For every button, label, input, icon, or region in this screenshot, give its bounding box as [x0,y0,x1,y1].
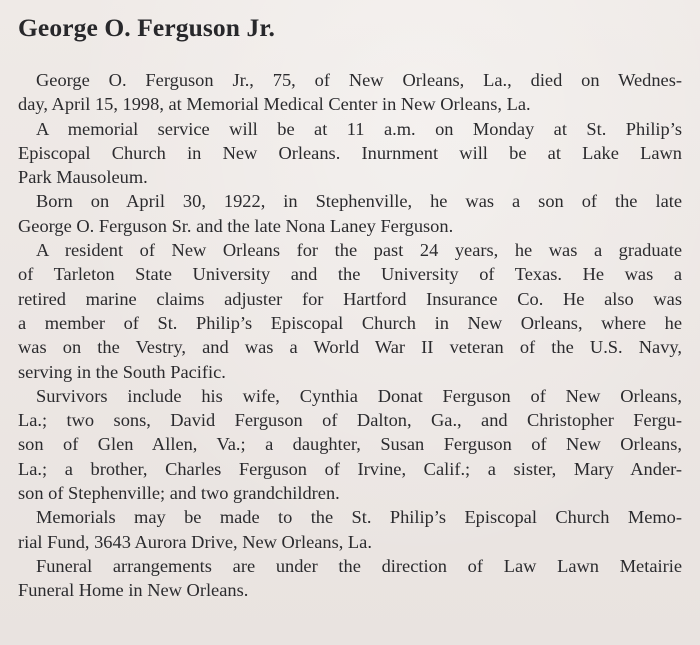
paragraph-line: A memorial service will be at 11 a.m. on Monday at St. Philip’s [36,118,682,139]
paragraph-line: serving in the South Pacific. [18,361,226,382]
paragraph-line: Funeral arrangements are under the direction of Law Lawn Metairie [36,555,682,576]
paragraph-line: a member of St. Philip’s Episcopal Church in New Orleans, where he [18,312,682,333]
obituary-paragraph [18,554,682,603]
obituary-paragraph [18,238,682,384]
paragraph-line: of Tarleton State University and the University of Texas. He was a [18,264,682,285]
paragraph-line: rial Fund, 3643 Aurora Drive, New Orleans, La. [18,531,372,552]
paragraph-line: George O. Ferguson Sr. and the late Nona Laney Ferguson. [18,215,454,236]
obituary-paragraph [18,189,682,238]
paragraph-line: La.; two sons, David Ferguson of Dalton, Ga., and Christopher Fergu- [18,410,682,431]
paragraph-line: was on the Vestry, and was a World War II veteran of the U.S. Navy, [18,337,682,358]
paragraph-line: Born on April 30, 1922, in Stephenville, he was a son of the late [36,191,682,212]
obituary-headline: George O. Ferguson Jr. [18,13,275,42]
obituary-paragraph [18,384,682,505]
paragraph-line: George O. Ferguson Jr., 75, of New Orleans, La., died on Wednes- [36,70,682,90]
obituary-body [18,68,682,603]
obituary-paragraph [18,505,682,554]
paragraph-line: Memorials may be made to the St. Philip’s Episcopal Church Memo- [36,507,682,528]
paragraph-line: Funeral Home in New Orleans. [18,580,249,601]
paragraph-line: Survivors include his wife, Cynthia Donat Ferguson of New Orleans, [36,385,682,406]
paragraph-line: La.; a brother, Charles Ferguson of Irvine, Calif.; a sister, Mary Ander- [18,458,682,479]
obituary-paragraph [18,117,682,190]
obituary-paragraph [18,68,682,117]
paragraph-line: son of Glen Allen, Va.; a daughter, Susan Ferguson of New Orleans, [18,434,682,455]
paragraph-line: day, April 15, 1998, at Memorial Medical Center in New Orleans, La. [18,94,531,115]
paragraph-line: A resident of New Orleans for the past 24 years, he was a graduate [36,240,682,261]
paragraph-line: Episcopal Church in New Orleans. Inurnment will be at Lake Lawn [18,142,682,163]
paragraph-line: Park Mausoleum. [18,167,148,188]
paragraph-line: son of Stephenville; and two grandchildren. [18,483,340,504]
paragraph-line: retired marine claims adjuster for Hartford Insurance Co. He also was [18,288,682,309]
